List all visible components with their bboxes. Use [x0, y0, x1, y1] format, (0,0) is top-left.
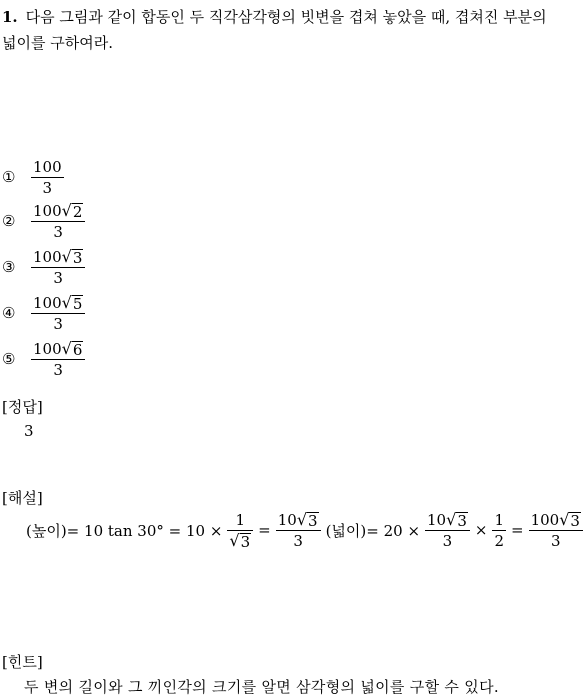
- option-fraction: [31, 340, 85, 379]
- denominator: 3: [425, 530, 470, 550]
- radicand: 3: [570, 511, 580, 530]
- numerator: 1: [235, 510, 246, 529]
- sqrt: √ 6: [61, 338, 83, 359]
- denominator: 3: [529, 530, 583, 550]
- answer-value: 3: [24, 422, 34, 440]
- sqrt: √ 2: [61, 200, 83, 221]
- radicand: 3: [72, 248, 83, 267]
- hint-text: 두 변의 길이와 그 끼인각의 크기를 알면 삼각형의 넓이를 구할 수 있다.: [24, 678, 499, 696]
- question-number: 1.: [2, 8, 18, 26]
- option-marker: ①: [2, 168, 16, 186]
- denominator: 2: [494, 531, 504, 550]
- option-4[interactable]: [2, 293, 88, 333]
- numerator: 100: [33, 247, 62, 266]
- option-1[interactable]: [2, 157, 67, 197]
- option-marker: ③: [2, 258, 16, 276]
- radicand: 5: [72, 294, 83, 313]
- numerator: 100: [530, 510, 560, 529]
- fraction-3: [425, 511, 470, 550]
- sqrt: √ 3: [446, 509, 467, 530]
- option-marker: ④: [2, 304, 16, 322]
- denominator: 3: [31, 267, 85, 287]
- option-fraction: [31, 202, 85, 241]
- numerator: 10: [277, 510, 297, 529]
- answer-label: [정답]: [2, 398, 43, 416]
- times: ×: [474, 521, 488, 539]
- denominator: 3: [31, 221, 85, 241]
- denominator: 3: [276, 530, 321, 550]
- option-fraction: [31, 248, 85, 287]
- sqrt: √ 3: [61, 246, 83, 267]
- denominator: 3: [31, 313, 85, 333]
- fraction-1: [227, 511, 253, 550]
- numerator: 100: [33, 201, 62, 220]
- option-2[interactable]: [2, 201, 88, 241]
- option-marker: ⑤: [2, 350, 16, 368]
- radicand: 6: [72, 340, 83, 359]
- numerator: 10: [427, 510, 447, 529]
- option-5[interactable]: [2, 339, 88, 379]
- sqrt: √ 3: [559, 509, 580, 530]
- equals: =: [510, 521, 524, 539]
- fraction-4: [492, 511, 506, 550]
- denominator: 3: [31, 359, 85, 379]
- numerator: 100: [33, 157, 62, 176]
- radicand: 3: [457, 511, 467, 530]
- question: [2, 4, 562, 56]
- explanation-label: [해설]: [2, 489, 43, 507]
- equals: =: [258, 521, 271, 539]
- fraction-5: [529, 511, 583, 550]
- option-fraction: [31, 158, 64, 197]
- denominator: 3: [31, 177, 64, 197]
- explanation-text-1: (높이)= 10 tan 30° = 10 ×: [26, 521, 223, 540]
- option-3[interactable]: [2, 247, 88, 287]
- explanation-text-2: (넓이)= 20 ×: [325, 521, 421, 540]
- fraction-2: [276, 511, 321, 550]
- numerator: 100: [33, 293, 62, 312]
- question-text: 다음 그림과 같이 합동인 두 직각삼각형의 빗변을 겹쳐 놓았을 때, 겹쳐진 부분의 넓이를 구하여라.: [2, 8, 547, 52]
- option-fraction: [31, 294, 85, 333]
- radicand: 3: [240, 532, 251, 551]
- sqrt: √ 5: [61, 292, 83, 313]
- hint-label: [힌트]: [2, 653, 43, 671]
- sqrt: √ 3: [229, 530, 251, 551]
- radicand: 2: [72, 202, 83, 221]
- sqrt: √ 3: [296, 509, 318, 530]
- numerator: 1: [494, 510, 504, 529]
- explanation-body: [24, 508, 586, 552]
- radicand: 3: [308, 511, 318, 530]
- option-marker: ②: [2, 212, 16, 230]
- numerator: 100: [33, 339, 62, 358]
